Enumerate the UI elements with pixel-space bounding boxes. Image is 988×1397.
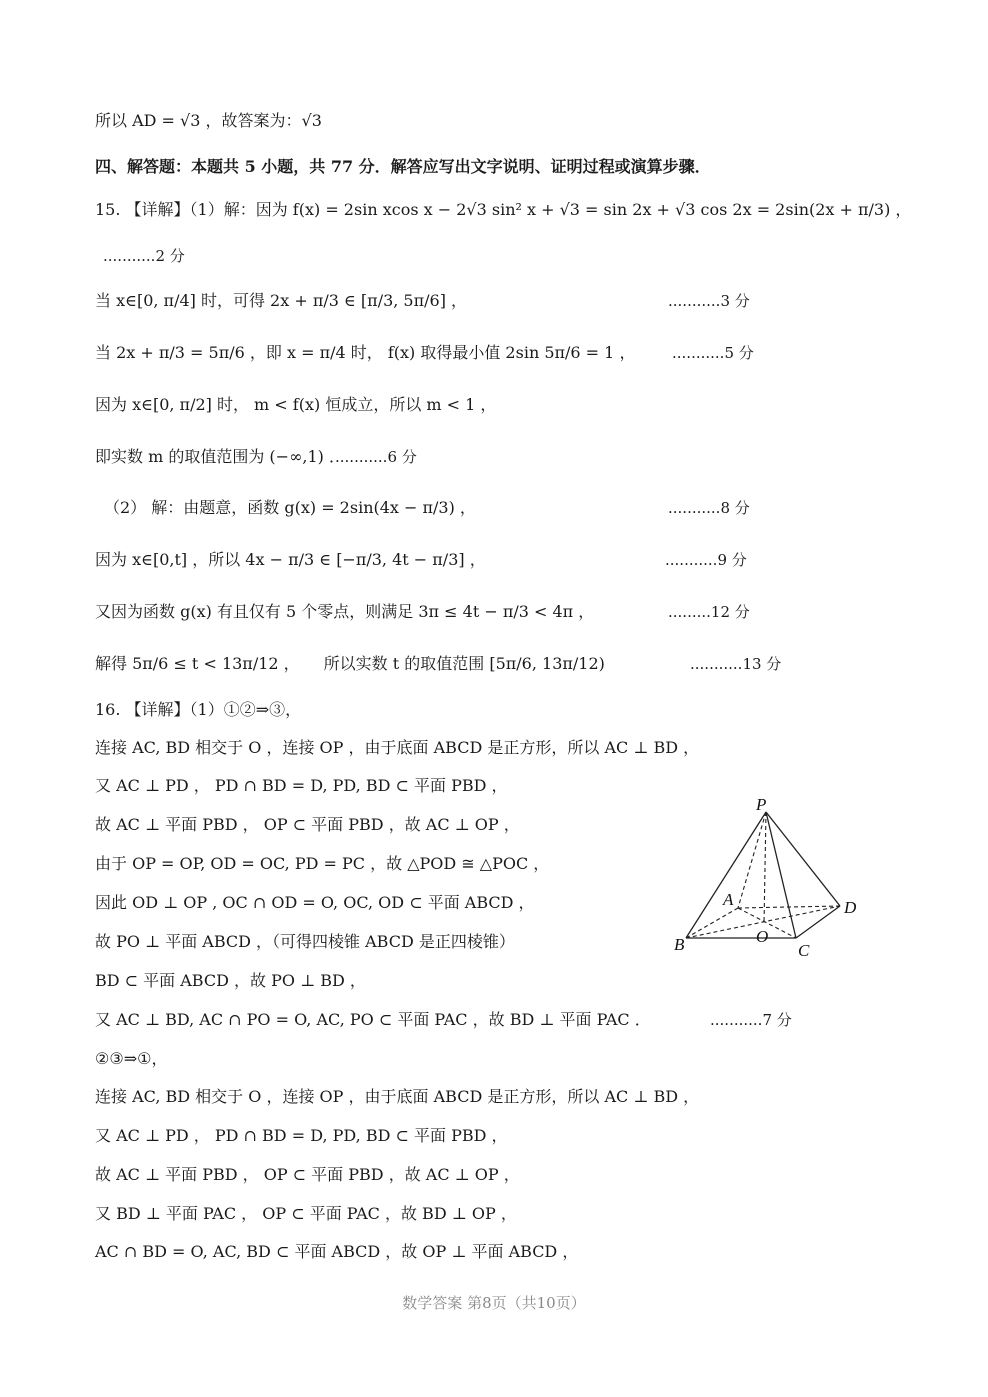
- edge-pa: [738, 812, 766, 908]
- score-line-8: ...........6 分: [335, 448, 417, 466]
- score-line-6: ...........5 分: [672, 344, 754, 362]
- text-line-8: 即实数 m 的取值范围为 (−∞,1) ．: [95, 447, 346, 466]
- text-line-18: 因此 OD ⊥ OP , OC ∩ OD = O, OC, OD ⊂ 平面 ABCD ，: [95, 893, 535, 912]
- label-p: P: [756, 795, 767, 814]
- text-line-12: 解得 5π/6 ≤ t < 13π/12 ， 所以实数 t 的取值范围 [5π/6, 13π/12): [95, 654, 605, 673]
- label-a: A: [723, 890, 734, 909]
- text-line-16: 故 AC ⊥ 平面 PBD ， OP ⊂ 平面 PBD ，故 AC ⊥ OP ，: [95, 815, 520, 834]
- text-line-19: 故 PO ⊥ 平面 ABCD ，（可得四棱锥 ABCD 是正四棱锥）: [95, 932, 515, 951]
- score-line-5: ...........3 分: [668, 292, 750, 310]
- text-line-26: 又 BD ⊥ 平面 PAC ， OP ⊂ 平面 PAC ，故 BD ⊥ OP ，: [95, 1204, 517, 1223]
- text-line-5: 当 x∈[0, π/4] 时，可得 2x + π/3 ∈ [π/3, 5π/6] ，: [95, 291, 468, 310]
- text-line-7: 因为 x∈[0, π/2] 时， m < f(x) 恒成立，所以 m < 1 ，: [95, 395, 497, 414]
- score-line-21: ...........7 分: [710, 1011, 792, 1029]
- text-line-20: BD ⊂ 平面 ABCD ，故 PO ⊥ BD ，: [95, 971, 366, 990]
- text-line-24: 又 AC ⊥ PD ， PD ∩ BD = D, PD, BD ⊂ 平面 PBD ，: [95, 1126, 508, 1145]
- score-line-12: ...........13 分: [690, 655, 782, 673]
- text-line-3: 15. 【详解】（1）解：因为 f(x) = 2sin xcos x − 2√3 sin² x + √3 = sin 2x + √3 cos 2x = 2sin(2x + π/3) ，: [95, 200, 912, 219]
- text-line-6: 当 2x + π/3 = 5π/6 ，即 x = π/4 时， f(x) 取得最小值 2sin 5π/6 = 1 ，: [95, 343, 636, 362]
- text-line-21: 又 AC ⊥ BD, AC ∩ PO = O, AC, PO ⊂ 平面 PAC ，故 BD ⊥ 平面 PAC ．: [95, 1010, 651, 1029]
- text-line-13: 16. 【详解】（1）①②⇒③，: [95, 700, 302, 719]
- label-d: D: [844, 898, 857, 917]
- text-line-22: ②③⇒①，: [95, 1049, 168, 1068]
- label-o: O: [756, 927, 769, 946]
- edge-ab: [686, 908, 738, 938]
- score-line-10: ...........9 分: [665, 551, 747, 569]
- text-line-17: 由于 OP = OP, OD = OC, PD = PC ，故 △POD ≅ △POC ，: [95, 854, 550, 873]
- text-line-11: 又因为函数 g(x) 有且仅有 5 个零点，则满足 3π ≤ 4t − π/3 < 4π ，: [95, 602, 595, 621]
- text-line-25: 故 AC ⊥ 平面 PBD ， OP ⊂ 平面 PBD ，故 AC ⊥ OP ，: [95, 1165, 520, 1184]
- text-line-27: AC ∩ BD = O, AC, BD ⊂ 平面 ABCD ，故 OP ⊥ 平面 ABCD ，: [95, 1242, 579, 1261]
- score-line-9: ...........8 分: [668, 499, 750, 517]
- text-line-23: 连接 AC, BD 相交于 O ，连接 OP ，由于底面 ABCD 是正方形，所以 AC ⊥ BD ，: [95, 1087, 700, 1106]
- text-line-15: 又 AC ⊥ PD ， PD ∩ BD = D, PD, BD ⊂ 平面 PBD ，: [95, 776, 508, 795]
- score-line-4: ...........2 分: [103, 247, 185, 265]
- section-heading: 四、解答题：本题共 5 小题，共 77 分．解答应写出文字说明、证明过程或演算步骤．: [95, 157, 711, 176]
- label-b: B: [674, 935, 685, 954]
- edge-pb: [686, 812, 766, 938]
- text-line-1: 所以 AD = √3 ，故答案为：√3: [95, 111, 322, 130]
- text-line-14: 连接 AC, BD 相交于 O ，连接 OP ，由于底面 ABCD 是正方形，所以 AC ⊥ BD ，: [95, 738, 700, 757]
- text-line-9: （2） 解：由题意，函数 g(x) = 2sin(4x − π/3) ，: [104, 498, 476, 517]
- label-c: C: [798, 941, 810, 960]
- page-footer: 数学答案 第8页（共10页）: [402, 1294, 586, 1312]
- score-line-11: .........12 分: [668, 603, 750, 621]
- text-line-10: 因为 x∈[0,t] ，所以 4x − π/3 ∈ [−π/3, 4t − π/3] ，: [95, 550, 486, 569]
- pyramid-figure: [672, 792, 872, 962]
- edge-po: [764, 812, 766, 924]
